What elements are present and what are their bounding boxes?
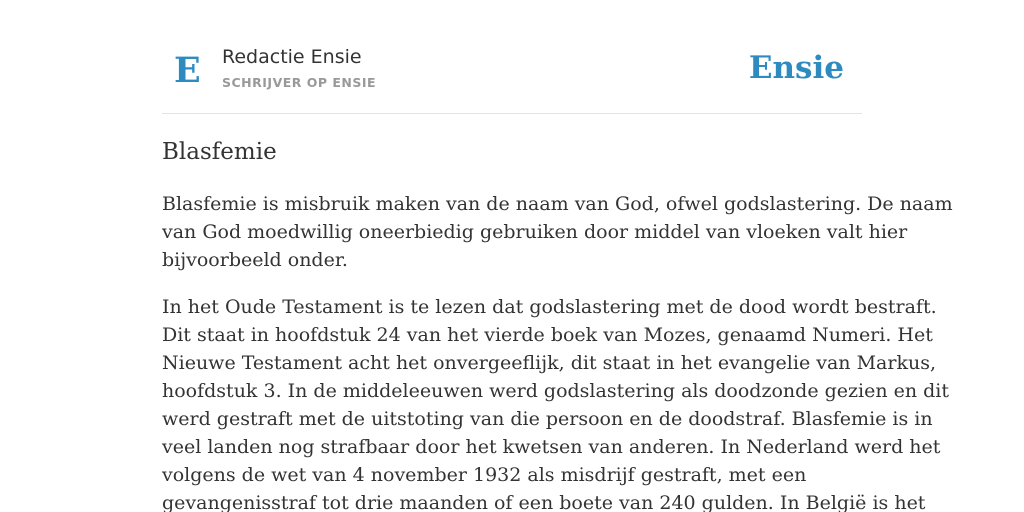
text-line: werd gestraft met de uitstoting van die persoon en de doodstraf. Blasfemie is in bbox=[162, 408, 933, 430]
text-line: volgens de wet van 4 november 1932 als misdrijf gestraft, met een bbox=[162, 464, 807, 486]
text-line: Dit staat in hoofdstuk 24 van het vierde boek van Mozes, genaamd Numeri. Het bbox=[162, 324, 933, 346]
avatar[interactable]: E bbox=[174, 50, 201, 91]
text-line: Blasfemie is misbruik maken van de naam van God, ofwel godslastering. De naam bbox=[162, 193, 953, 215]
text-line: gevangenisstraf tot drie maanden of een boete van 240 gulden. In België is het bbox=[162, 492, 926, 512]
author-role: SCHRIJVER OP ENSIE bbox=[222, 75, 377, 90]
page-title: Blasfemie bbox=[162, 139, 277, 165]
paragraph bbox=[162, 190, 953, 274]
text-line: Nieuwe Testament acht het onvergeeflijk, dit staat in het evangelie van Markus, bbox=[162, 352, 936, 374]
text-line: bijvoorbeeld onder. bbox=[162, 249, 348, 271]
text-line: veel landen nog strafbaar door het kwetsen van anderen. In Nederland werd het bbox=[162, 436, 941, 458]
article-body bbox=[162, 190, 953, 512]
author-header bbox=[162, 40, 862, 114]
paragraph bbox=[162, 293, 950, 512]
text-line: van God moedwillig oneerbiedig gebruiken door middel van vloeken valt hier bbox=[162, 221, 908, 243]
author-name[interactable]: Redactie Ensie bbox=[222, 46, 362, 68]
text-line: In het Oude Testament is te lezen dat godslastering met de dood wordt bestraft. bbox=[162, 296, 937, 318]
text-line: hoofdstuk 3. In de middeleeuwen werd godslastering als doodzonde gezien en dit bbox=[162, 380, 950, 402]
brand-logo[interactable]: Ensie bbox=[748, 50, 844, 86]
